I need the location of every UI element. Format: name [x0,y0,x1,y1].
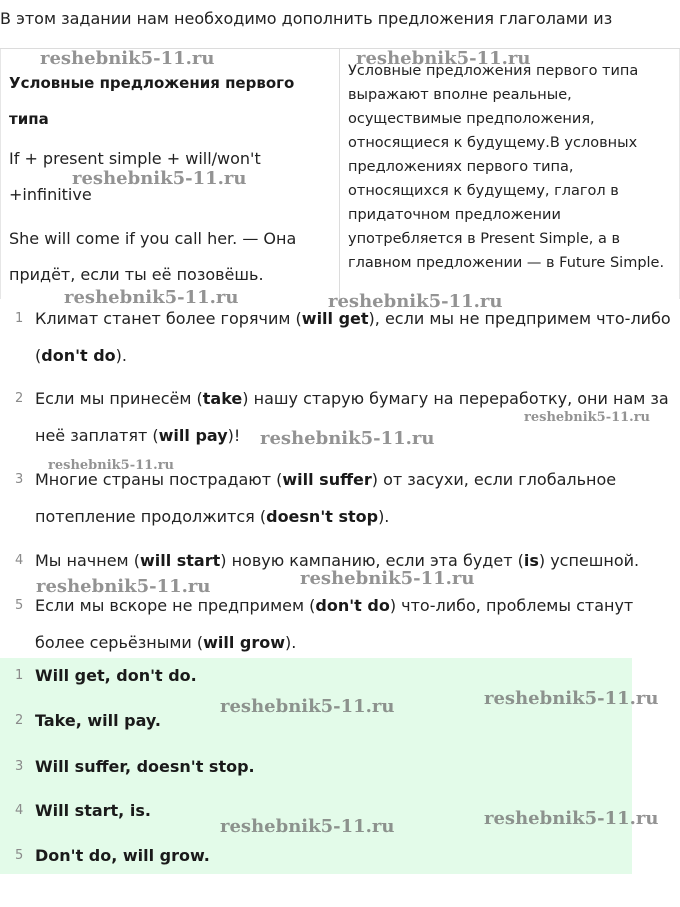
intro-text: В этом задании нам необходимо дополнить предложения глаголами из [0,9,613,28]
rule-example: She will come if you call her. — Она придёт, если ты её позовёшь. [9,229,297,284]
watermark: reshebnik5-11.ru [72,168,247,189]
watermark: reshebnik5-11.ru [484,808,659,829]
answer-number: 3 [15,759,24,774]
answer-number: 2 [15,713,24,728]
watermark: reshebnik5-11.ru [64,287,239,308]
rule-title: Условные предложения первого типа [9,74,295,128]
watermark: reshebnik5-11.ru [220,696,395,717]
watermark: reshebnik5-11.ru [260,428,435,449]
answer-text: Will suffer, doesn't stop. [35,757,255,776]
exercise-sentence: Если мы вскоре не предпримем (don't do) что-либо, проблемы станут более серьёзными (will grow). [35,596,634,652]
rule-formula: If + present simple + will/won't +infinitive [9,149,261,204]
answer-number: 1 [15,668,24,683]
item-number: 1 [15,311,24,326]
watermark: reshebnik5-11.ru [36,576,211,597]
item-number: 5 [15,598,24,613]
exercise-sentence: Мы начнем (will start) новую кампанию, если эта будет (is) успешной. [35,551,640,570]
watermark: reshebnik5-11.ru [48,458,175,473]
item-number: 3 [15,472,24,487]
answer-text: Will start, is. [35,801,151,820]
answer-text: Will get, don't do. [35,666,197,685]
answer-item [0,838,632,874]
item-number: 2 [15,391,24,406]
exercise-sentence: Если мы принесём (take) нашу старую бумагу на переработку, они нам за неё заплатят (will pay)! [35,389,669,445]
watermark: reshebnik5-11.ru [300,568,475,589]
rule-description: Условные предложения первого типа выражают вполне реальные, осуществимые предположения, относящиеся к будущему.В условных предложениях первого типа, относящихся к будущему, глагол в придаточном предложении употребляется в Present Simple, а в главном предложении — в Future Simple. [348,63,665,271]
watermark: reshebnik5-11.ru [356,48,531,69]
watermark: reshebnik5-11.ru [220,816,395,837]
answer-number: 4 [15,803,24,818]
answer-item [0,749,632,785]
watermark: reshebnik5-11.ru [328,291,503,312]
watermark: reshebnik5-11.ru [484,688,659,709]
answer-text: Don't do, will grow. [35,846,210,865]
exercise-sentence: Многие страны пострадают (will suffer) от засухи, если глобальное потепление продолжится (doesn't stop). [35,470,617,526]
exercise-sentence: Климат станет более горячим (will get), если мы не предпримем что-либо (don't do). [35,309,671,365]
item-number: 4 [15,553,24,568]
watermark: reshebnik5-11.ru [524,410,651,425]
watermark: reshebnik5-11.ru [40,48,215,69]
answer-text: Take, will pay. [35,711,161,730]
rule-table-right-cell [339,49,680,299]
answer-number: 5 [15,848,24,863]
